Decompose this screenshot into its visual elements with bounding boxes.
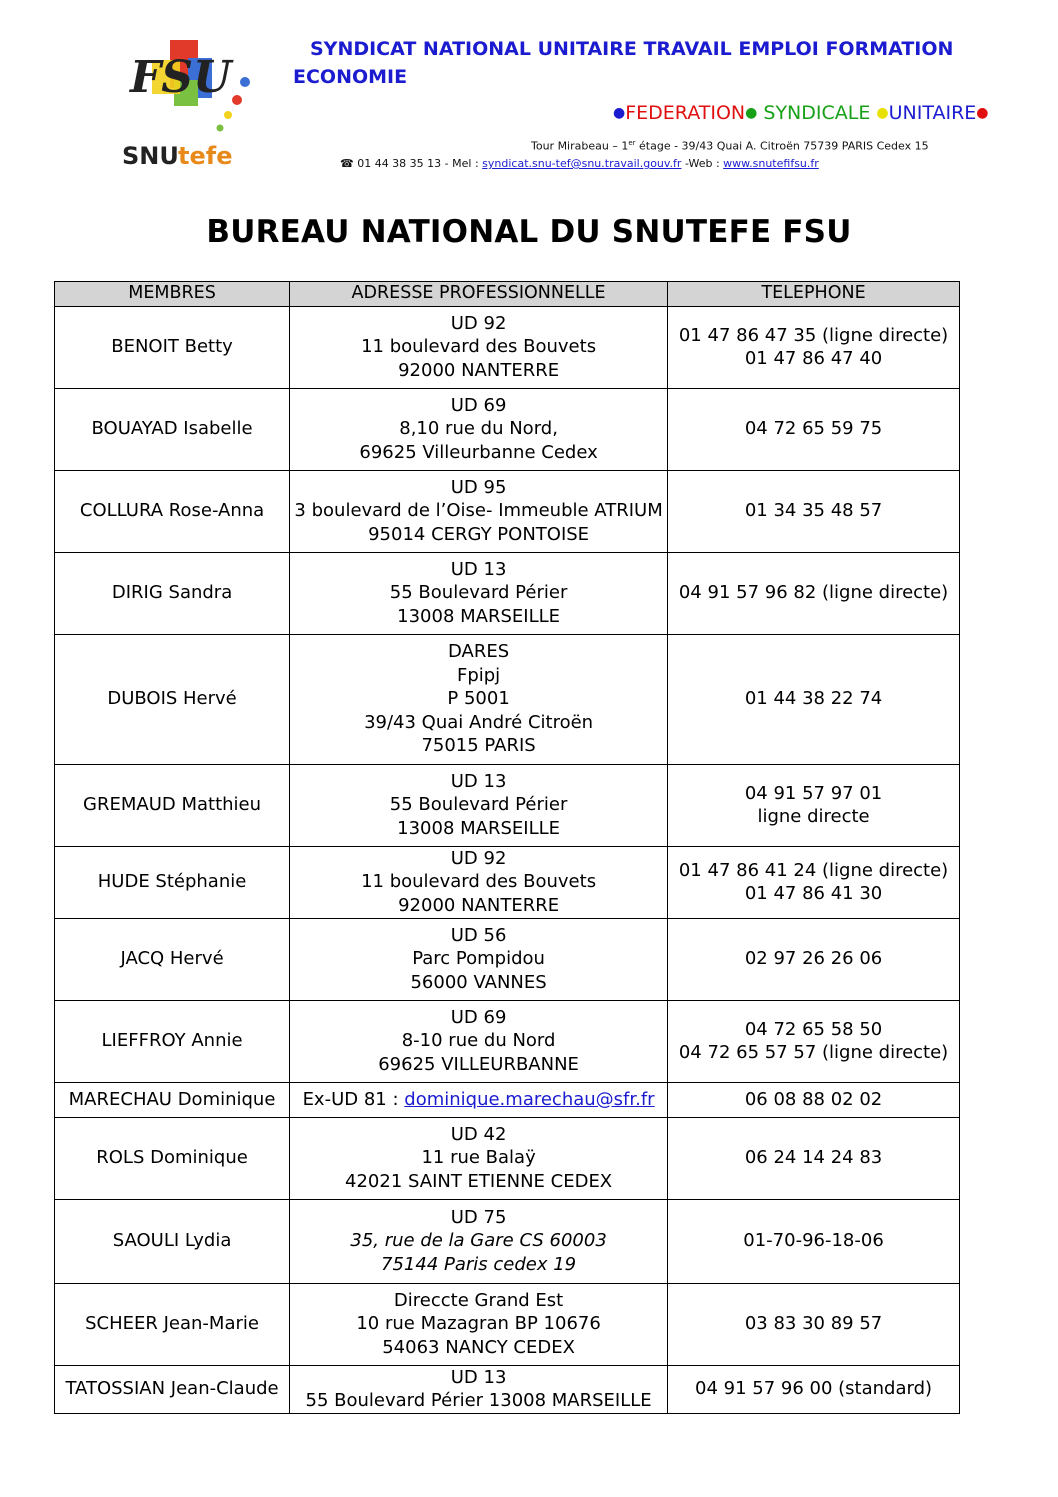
member-phone: [668, 1199, 960, 1283]
member-name: HUDE Stéphanie: [55, 846, 290, 918]
member-address: [290, 388, 668, 470]
col-header-phone: TELEPHONE: [668, 282, 960, 307]
member-phone: [668, 764, 960, 846]
address-line: 11 boulevard des Bouvets: [361, 336, 597, 358]
address-line: 69625 VILLEURBANNE: [378, 1053, 579, 1075]
address-line: 42021 SAINT ETIENNE CEDEX: [345, 1170, 613, 1192]
address-line: 75015 PARIS: [421, 735, 536, 757]
address-line: 56000 VANNES: [410, 971, 547, 993]
member-phone: [668, 1000, 960, 1082]
address-line: 95014 CERGY PONTOISE: [368, 523, 590, 545]
address-line: 92000 NANTERRE: [398, 359, 560, 381]
address-line: 55 Boulevard Périer 13008 MARSEILLE: [305, 1390, 652, 1411]
member-phone: [668, 470, 960, 552]
address-line: UD 56: [450, 924, 507, 946]
address-line: UD 92: [450, 312, 507, 334]
address-line: UD 13: [450, 1366, 507, 1388]
red-dot-icon: ●: [976, 105, 989, 121]
union-name: SYNDICAT NATIONAL UNITAIRE TRAVAIL EMPLOI FORMATION ECONOMIE: [293, 38, 954, 88]
member-address: [290, 1199, 668, 1283]
member-address: [290, 306, 668, 388]
address-line: Parc Pompidou: [412, 948, 545, 970]
col-header-members: MEMBRES: [55, 282, 290, 307]
address-line: 69625 Villeurbanne Cedex: [359, 441, 598, 463]
address-line: 92000 NANTERRE: [398, 894, 560, 916]
phone-line: 04 91 57 96 82 (ligne directe): [678, 582, 949, 604]
table-row: [55, 846, 960, 918]
page-title: BUREAU NATIONAL DU SNUTEFE FSU: [206, 214, 852, 250]
table-row: [55, 634, 960, 764]
website-link[interactable]: www.snutefifsu.fr: [723, 157, 819, 170]
address-line: Fpipj: [456, 664, 501, 686]
table-header-row: [55, 282, 960, 307]
member-phone: [668, 552, 960, 634]
address-line: UD 95: [450, 476, 507, 498]
member-phone: [668, 1283, 960, 1365]
address-line: 13008 MARSEILLE: [397, 817, 561, 839]
postal-address: Tour Mirabeau – 1er étage - 39/43 Quai A. Citroën 75739 PARIS Cedex 15: [531, 139, 929, 153]
phone-line: ligne directe: [757, 806, 870, 827]
email-link[interactable]: syndicat.snu-tef@snu.travail.gouv.fr: [482, 157, 682, 170]
table-row: [55, 1365, 960, 1413]
address-line: 55 Boulevard Périer: [389, 794, 568, 816]
member-name: DUBOIS Hervé: [55, 634, 290, 764]
address-line: 11 boulevard des Bouvets: [361, 871, 597, 893]
phone-line: 04 91 57 96 00 (standard): [695, 1378, 933, 1400]
member-address: Ex-UD 81 : dominique.marechau@sfr.fr: [290, 1082, 668, 1117]
member-name: DIRIG Sandra: [55, 552, 290, 634]
table-row: [55, 1283, 960, 1365]
yellow-dot-icon: ●: [876, 105, 889, 121]
member-name: BOUAYAD Isabelle: [55, 388, 290, 470]
address-line: UD 69: [450, 1006, 507, 1028]
member-phone: [668, 918, 960, 1000]
table-row: [55, 918, 960, 1000]
table-row: [55, 1199, 960, 1283]
col-header-address: ADRESSE PROFESSIONNELLE: [290, 282, 668, 307]
member-name: GREMAUD Matthieu: [55, 764, 290, 846]
table-row: [55, 552, 960, 634]
member-address: [290, 1000, 668, 1082]
phone-line: 01 47 86 41 30: [744, 883, 883, 904]
svg-text:FSU: FSU: [130, 52, 232, 103]
address-line: 54063 NANCY CEDEX: [382, 1336, 575, 1358]
address-line: UD 69: [450, 394, 507, 416]
address-line: 75144 Paris cedex 19: [381, 1253, 577, 1275]
phone-line: 01 47 86 47 40: [744, 348, 883, 369]
phone-line: 06 24 14 24 83: [744, 1147, 883, 1169]
table-row: [55, 1117, 960, 1199]
svg-text:SNU: SNU: [122, 142, 179, 170]
green-dot-icon: ●: [745, 105, 758, 121]
member-name: COLLURA Rose-Anna: [55, 470, 290, 552]
member-name: SAOULI Lydia: [55, 1199, 290, 1283]
table-row: [55, 1082, 960, 1117]
phone-line: 01 34 35 48 57: [744, 500, 883, 522]
phone-line: 01 47 86 47 35 (ligne directe): [678, 324, 949, 346]
address-line: UD 75: [450, 1206, 507, 1228]
address-line: UD 13: [450, 770, 507, 792]
phone-line: 04 72 65 59 75: [744, 418, 883, 440]
member-address: [290, 1283, 668, 1365]
member-email-link[interactable]: dominique.marechau@sfr.fr: [404, 1088, 655, 1110]
address-line: 39/43 Quai André Citroën: [364, 711, 594, 733]
address-line: 13008 MARSEILLE: [397, 605, 561, 627]
contact-line: ☎ 01 44 38 35 13 - Mel : syndicat.snu-tef@snu.travail.gouv.fr -Web : www.snutefifsu.fr: [340, 157, 819, 170]
address-line: 55 Boulevard Périer: [389, 582, 568, 604]
table-row: [55, 1000, 960, 1082]
member-phone: [668, 1082, 960, 1117]
address-line: 8,10 rue du Nord,: [399, 418, 558, 440]
phone-line: 04 72 65 57 57 (ligne directe): [678, 1042, 949, 1063]
address-line: UD 92: [450, 847, 507, 869]
member-name: ROLS Dominique: [55, 1117, 290, 1199]
table-row: [55, 388, 960, 470]
phone-line: 01 47 86 41 24 (ligne directe): [678, 859, 949, 881]
members-table: [54, 281, 960, 1414]
address-line: P 5001: [447, 688, 510, 710]
phone-line: 04 72 65 58 50: [744, 1018, 883, 1040]
member-name: TATOSSIAN Jean-Claude: [55, 1365, 290, 1413]
address-line: UD 42: [450, 1123, 507, 1145]
member-phone: [668, 1365, 960, 1413]
member-address: [290, 764, 668, 846]
member-address: [290, 1365, 668, 1413]
phone-line: 06 08 88 02 02: [744, 1088, 883, 1110]
member-phone: [668, 634, 960, 764]
federation-line: ●FEDERATION● SYNDICALE ●UNITAIRE●: [613, 102, 989, 124]
address-line: DARES: [448, 641, 510, 663]
address-line: 3 boulevard de l’Oise- Immeuble ATRIUM: [294, 500, 663, 522]
member-name: SCHEER Jean-Marie: [55, 1283, 290, 1365]
member-address: [290, 470, 668, 552]
member-phone: [668, 846, 960, 918]
member-phone: [668, 388, 960, 470]
phone-line: 01 44 38 22 74: [744, 688, 883, 710]
table-row: [55, 764, 960, 846]
address-line: Direccte Grand Est: [393, 1289, 564, 1311]
table-row: [55, 306, 960, 388]
member-address: [290, 846, 668, 918]
phone-line: 04 91 57 97 01: [744, 782, 883, 804]
address-line: 11 rue Balaÿ: [421, 1147, 536, 1169]
table-row: [55, 470, 960, 552]
phone-line: 03 83 30 89 57: [744, 1313, 883, 1335]
member-address: [290, 552, 668, 634]
member-address: [290, 634, 668, 764]
address-line: UD 13: [450, 558, 507, 580]
phone-line: 01-70-96-18-06: [743, 1230, 884, 1252]
member-name: LIEFFROY Annie: [55, 1000, 290, 1082]
address-line: 10 rue Mazagran BP 10676: [356, 1313, 601, 1335]
member-phone: [668, 306, 960, 388]
phone-line: 02 97 26 26 06: [744, 948, 883, 970]
address-line: 8-10 rue du Nord: [401, 1030, 556, 1052]
fsu-snutefe-logo: [112, 30, 262, 180]
member-address: [290, 918, 668, 1000]
address-line: 35, rue de la Gare CS 60003: [350, 1230, 607, 1252]
member-name: JACQ Hervé: [55, 918, 290, 1000]
member-name: MARECHAU Dominique: [55, 1082, 290, 1117]
blue-dot-icon: ●: [613, 105, 626, 121]
svg-text:tefe: tefe: [178, 142, 233, 170]
member-phone: [668, 1117, 960, 1199]
member-name: BENOIT Betty: [55, 306, 290, 388]
member-address: [290, 1117, 668, 1199]
